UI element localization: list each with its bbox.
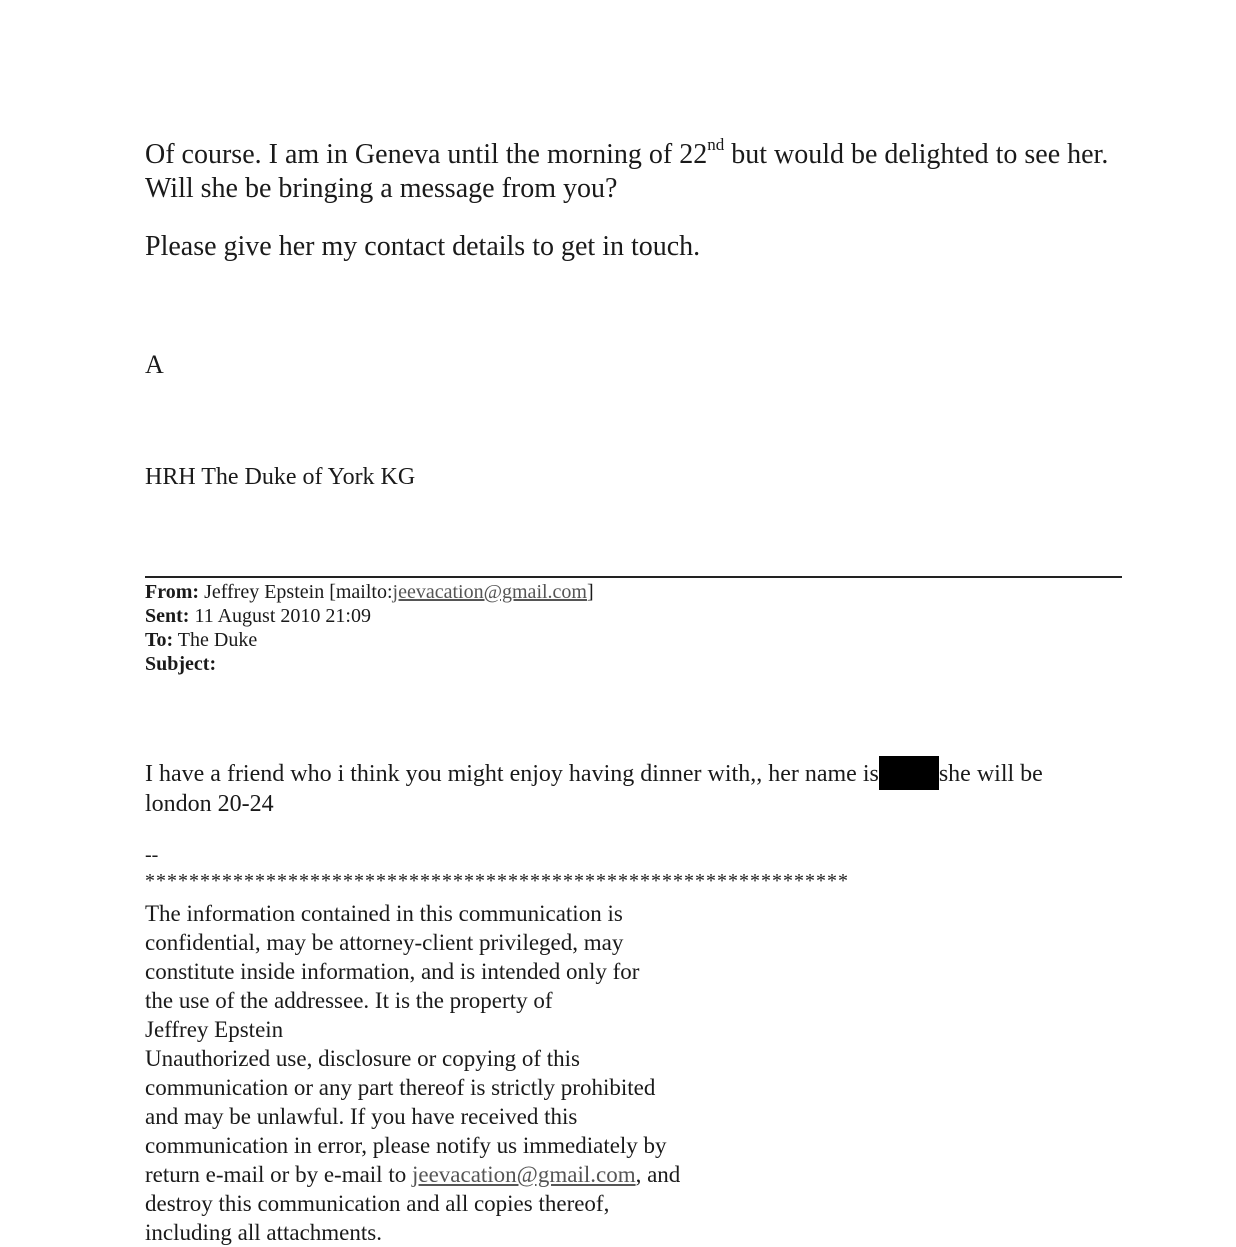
disclaimer-line: Jeffrey Epstein [145,1017,284,1042]
from-email-link[interactable]: jeevacation@gmail.com [392,581,587,603]
disclaimer-line: The information contained in this communication is [145,901,623,926]
disclaimer-line: the use of the addressee. It is the property of [145,988,553,1013]
forwarded-header [145,580,594,676]
disclaimer-line: Unauthorized use, disclosure or copying of this [145,1046,580,1071]
reply-body [145,134,1120,264]
reply-signoff: A [145,350,164,379]
reply-paragraph-2: Please give her my contact details to get in touch. [145,231,701,262]
disclaimer-line: including all attachments. [145,1220,382,1245]
reply-signature: HRH The Duke of York KG [145,464,416,490]
sent-row: Sent: 11 August 2010 21:09 [145,605,371,627]
disclaimer-line-email: return e-mail or by e-mail to jeevacation@gmail.com, and [145,1162,681,1187]
asterisk-separator: **************************************************************** [145,870,849,892]
disclaimer-line: communication or any part thereof is strictly prohibited [145,1075,656,1100]
message-line-2: london 20-24 [145,791,274,817]
confidentiality-disclaimer [145,899,785,1247]
ordinal-suffix: nd [707,134,725,154]
original-message [145,756,1120,818]
disclaimer-line: and may be unlawful. If you have received this [145,1104,578,1129]
message-line-1: I have a friend who i think you might enjoy having dinner with,, her name is she will be [145,756,1120,790]
redaction-box [879,756,939,790]
reply-paragraph-1: Of course. I am in Geneva until the morning of 22nd but would be delighted to see her. Will she be bringing a message from you? [145,134,1109,204]
disclaimer-line: constitute inside information, and is intended only for [145,959,640,984]
from-row: From: Jeffrey Epstein [mailto:jeevacation@gmail.com] [145,581,594,603]
signature-separator: -- [145,844,159,866]
disclaimer-line: communication in error, please notify us immediately by [145,1133,667,1158]
to-row: To: The Duke [145,629,258,651]
disclaimer-email-link[interactable]: jeevacation@gmail.com [411,1162,636,1187]
header-divider [145,576,1122,578]
disclaimer-line: confidential, may be attorney-client privileged, may [145,930,624,955]
subject-row: Subject: [145,653,217,675]
disclaimer-line: destroy this communication and all copies thereof, [145,1191,610,1216]
